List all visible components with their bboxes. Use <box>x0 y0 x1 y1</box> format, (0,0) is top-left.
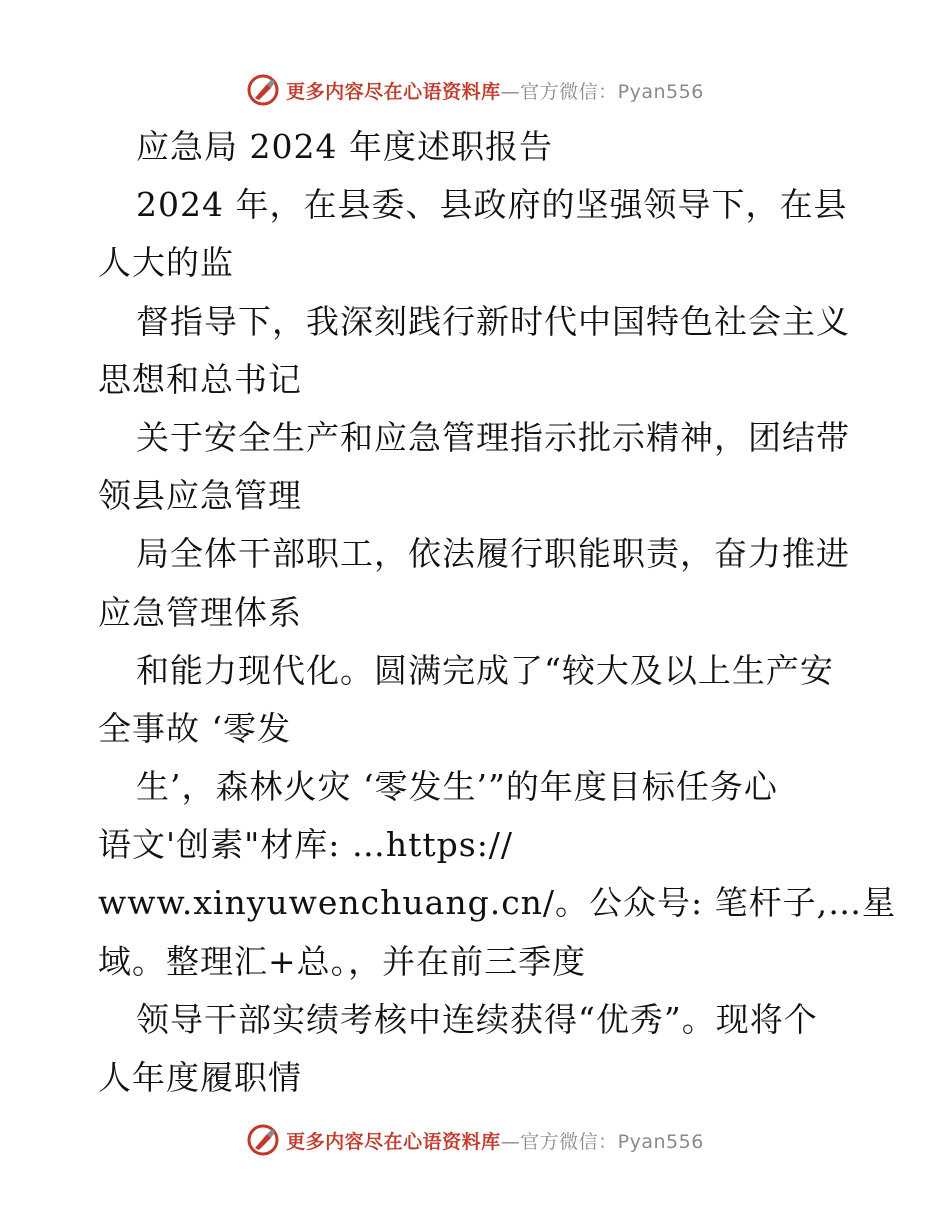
text-line: 语文'创素"材库: …https:// <box>98 825 514 865</box>
banner-main-text: 更多内容尽在心语资料库 <box>286 1130 501 1153</box>
document-body <box>98 118 897 1107</box>
document-title: 应急局 2024 年度述职报告 <box>136 127 553 166</box>
text-line: 局全体干部职工，依法履行职能职责，奋力推进 <box>136 534 850 574</box>
text-line: 2024 年，在县委、县政府的坚强领导下，在县 <box>136 185 848 225</box>
text-line: 应急管理体系 <box>98 592 302 632</box>
pen-nib-logo-icon <box>246 73 280 107</box>
text-line: 人大的监 <box>98 243 234 283</box>
pen-nib-logo-icon <box>246 1123 280 1157</box>
text-line: 关于安全生产和应急管理指示批示精神，团结带 <box>136 417 850 457</box>
banner-text <box>286 77 704 104</box>
text-line: 生’，森林火灾 ‘零发生’”的年度目标任务心 <box>136 767 778 807</box>
header-banner <box>0 70 950 110</box>
text-line: 和能力现代化。圆满完成了“较大及以上生产安 <box>136 650 834 690</box>
banner-main-text: 更多内容尽在心语资料库 <box>286 80 501 103</box>
text-line: www.xinyuwenchuang.cn/。公众号: 笔杆子,…星 <box>98 883 897 923</box>
text-line: 领导干部实绩考核中连续获得“优秀”。现将个 <box>136 999 818 1039</box>
banner-text <box>286 1127 704 1154</box>
text-line: 域。整理汇+总。，并在前三季度 <box>98 941 587 981</box>
footer-banner <box>0 1120 950 1160</box>
banner-dash: — <box>500 1130 521 1153</box>
banner-dash: — <box>500 80 521 103</box>
text-line: 思想和总书记 <box>98 359 302 399</box>
text-line: 全事故 ‘零发 <box>98 708 291 748</box>
banner-contact-text: 官方微信：Pyan556 <box>520 1130 704 1153</box>
text-line: 督指导下，我深刻践行新时代中国特色社会主义 <box>136 301 850 341</box>
banner-contact-text: 官方微信：Pyan556 <box>520 80 704 103</box>
text-line: 领县应急管理 <box>98 476 302 516</box>
text-line: 人年度履职情 <box>98 1058 302 1097</box>
